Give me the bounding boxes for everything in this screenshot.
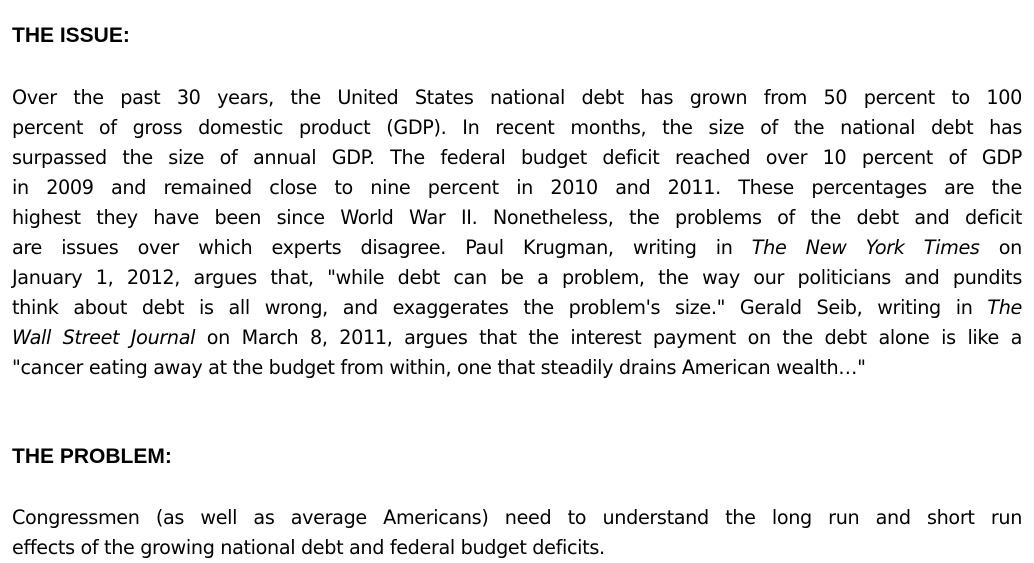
problem-paragraph — [12, 503, 1022, 563]
section-heading-problem: THE PROBLEM: — [12, 445, 172, 468]
issue-line-text: think about debt is all wrong, and exaggerates the problem's size." Gerald Seib, writing in — [12, 296, 988, 319]
issue-line-text: on March 8, 2011, argues that the interest payment on the debt alone is like a — [195, 326, 1022, 349]
issue-line: in 2009 and remained close to nine percent in 2010 and 2011. These percentages are the — [12, 176, 1022, 199]
issue-line: surpassed the size of annual GDP. The federal budget deficit reached over 10 percent of GDP — [12, 146, 1022, 169]
publication-title: The — [987, 296, 1022, 319]
issue-line — [12, 233, 1022, 263]
issue-line: Over the past 30 years, the United States national debt has grown from 50 percent to 100 — [12, 86, 1022, 109]
issue-line — [12, 323, 1022, 353]
issue-line: "cancer eating away at the budget from within, one that steadily drains American wealth…" — [12, 356, 866, 379]
section-heading-issue: THE ISSUE: — [12, 24, 130, 47]
issue-line-text: on — [979, 236, 1022, 259]
issue-line — [12, 293, 1022, 323]
issue-line: percent of gross domestic product (GDP). In recent months, the size of the national debt has — [12, 116, 1022, 139]
issue-line: highest they have been since World War II. Nonetheless, the problems of the debt and deficit — [12, 206, 1022, 229]
problem-line: Congressmen (as well as average Americans) need to understand the long run and short run — [12, 506, 1022, 529]
issue-line-text: are issues over which experts disagree. Paul Krugman, writing in — [12, 236, 752, 259]
publication-title: Wall Street Journal — [12, 326, 196, 349]
problem-line: effects of the growing national debt and federal budget deficits. — [12, 536, 605, 559]
publication-title: The New York Times — [751, 236, 980, 259]
issue-line: January 1, 2012, argues that, "while debt can be a problem, the way our politicians and pundits — [12, 266, 1022, 289]
issue-paragraph — [12, 83, 1022, 383]
